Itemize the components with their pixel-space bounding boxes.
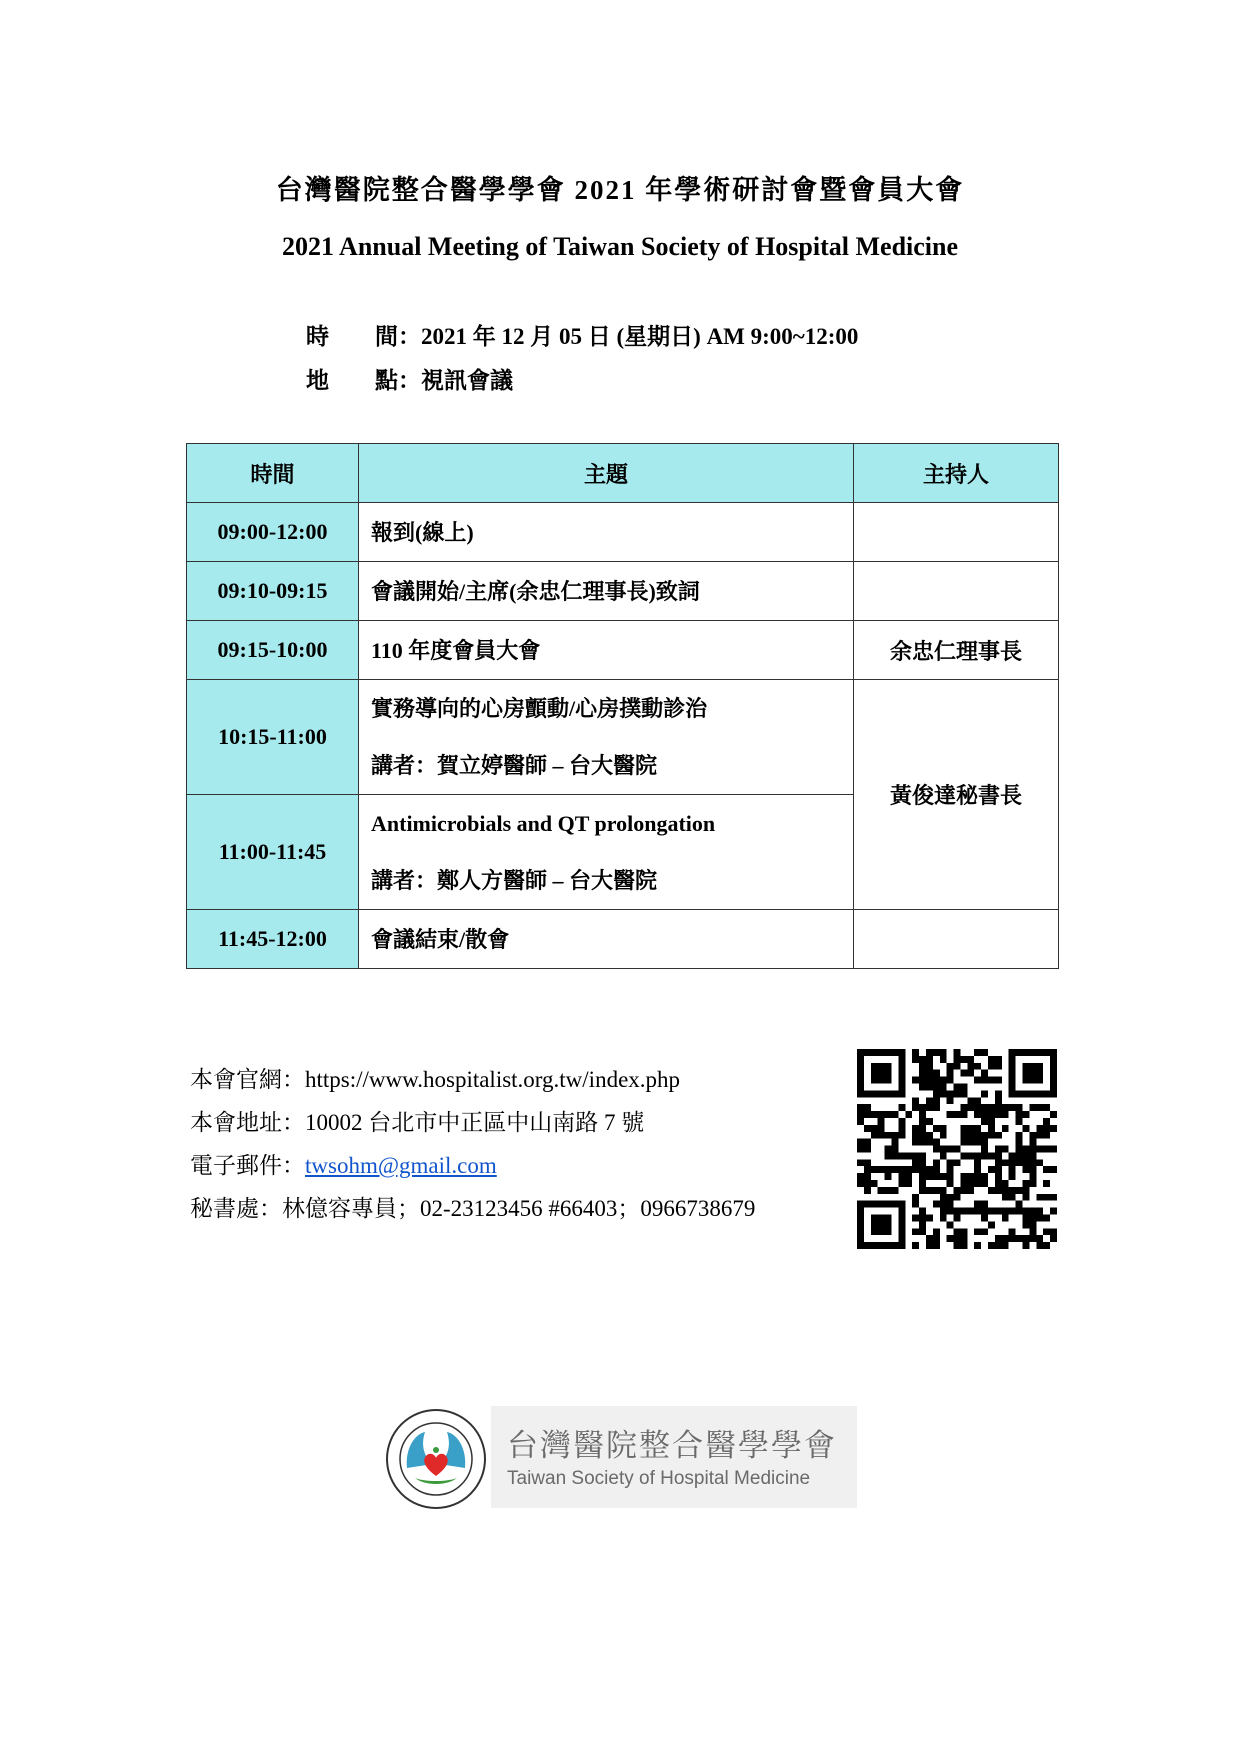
society-wordmark xyxy=(491,1406,857,1508)
row-host: 黃俊達秘書長 xyxy=(854,680,1059,910)
meeting-time-value: 2021 年 12 月 05 日 (星期日) AM 9:00~12:00 xyxy=(421,324,859,349)
title-chinese: 台灣醫院整合醫學學會 2021 年學術研討會暨會員大會 xyxy=(275,175,965,205)
topic-line: 110 年度會員大會 xyxy=(371,637,541,663)
row-time: 11:00-11:45 xyxy=(187,795,359,910)
row-time: 10:15-11:00 xyxy=(187,680,359,795)
meeting-place xyxy=(306,362,513,395)
row-topic xyxy=(359,621,854,680)
row-time: 11:45-12:00 xyxy=(187,910,359,969)
topic-line: 會議結束/散會 xyxy=(371,926,510,952)
email-label: 電子郵件： xyxy=(190,1153,305,1178)
website-row xyxy=(190,1058,755,1101)
agenda-header-row xyxy=(187,444,1059,503)
table-row xyxy=(187,621,1059,680)
row-host xyxy=(854,910,1059,969)
row-host xyxy=(854,503,1059,562)
qr-code-icon xyxy=(857,1049,1057,1249)
topic-line: 實務導向的心房顫動/心房撲動診治 xyxy=(371,696,708,721)
meeting-time-label: 時 間： xyxy=(306,324,421,349)
secretary-label: 秘書處： xyxy=(190,1196,282,1221)
row-time: 09:10-09:15 xyxy=(187,562,359,621)
row-host: 余忠仁理事長 xyxy=(854,621,1059,680)
website-url: https://www.hospitalist.org.tw/index.php xyxy=(305,1067,681,1092)
row-topic xyxy=(359,562,854,621)
logo-name-chinese: 台灣醫院整合醫學學會 xyxy=(507,1428,837,1464)
speaker-line: 講者：賀立婷醫師 – 台大醫院 xyxy=(371,753,658,778)
row-topic xyxy=(359,503,854,562)
meeting-place-label: 地 點： xyxy=(306,368,421,393)
email-row xyxy=(190,1144,755,1187)
society-emblem-icon xyxy=(385,1408,487,1510)
header-time: 時間 xyxy=(187,444,359,503)
header-topic: 主題 xyxy=(359,444,854,503)
address-row xyxy=(190,1101,755,1144)
email-link[interactable]: twsohm@gmail.com xyxy=(305,1153,497,1178)
header-host: 主持人 xyxy=(854,444,1059,503)
table-row xyxy=(187,503,1059,562)
row-topic xyxy=(359,795,854,910)
table-row xyxy=(187,562,1059,621)
row-topic xyxy=(359,680,854,795)
secretary-row xyxy=(190,1187,755,1230)
row-topic xyxy=(359,910,854,969)
topic-line: 報到(線上) xyxy=(371,519,474,545)
speaker-line: 講者：鄭人方醫師 – 台大醫院 xyxy=(371,868,658,893)
meeting-place-value: 視訊會議 xyxy=(421,368,513,393)
table-row xyxy=(187,910,1059,969)
address-label: 本會地址： xyxy=(190,1110,305,1135)
address-value: 10002 台北市中正區中山南路 7 號 xyxy=(305,1110,645,1135)
row-time: 09:00-12:00 xyxy=(187,503,359,562)
agenda-table xyxy=(186,443,1059,969)
secretary-value: 林億容專員；02-23123456 #66403；0966738679 xyxy=(282,1196,756,1221)
row-host xyxy=(854,562,1059,621)
table-row xyxy=(187,680,1059,795)
society-logo xyxy=(385,1406,857,1512)
meeting-time xyxy=(306,318,858,351)
topic-line: Antimicrobials and QT prolongation xyxy=(371,811,716,836)
row-time: 09:15-10:00 xyxy=(187,621,359,680)
topic-line: 會議開始/主席(余忠仁理事長)致詞 xyxy=(371,578,700,604)
contact-info xyxy=(190,1058,755,1230)
logo-name-english: Taiwan Society of Hospital Medicine xyxy=(507,1468,811,1489)
website-label: 本會官網： xyxy=(190,1067,305,1092)
title-english: 2021 Annual Meeting of Taiwan Society of Hospital Medicine xyxy=(281,232,959,261)
